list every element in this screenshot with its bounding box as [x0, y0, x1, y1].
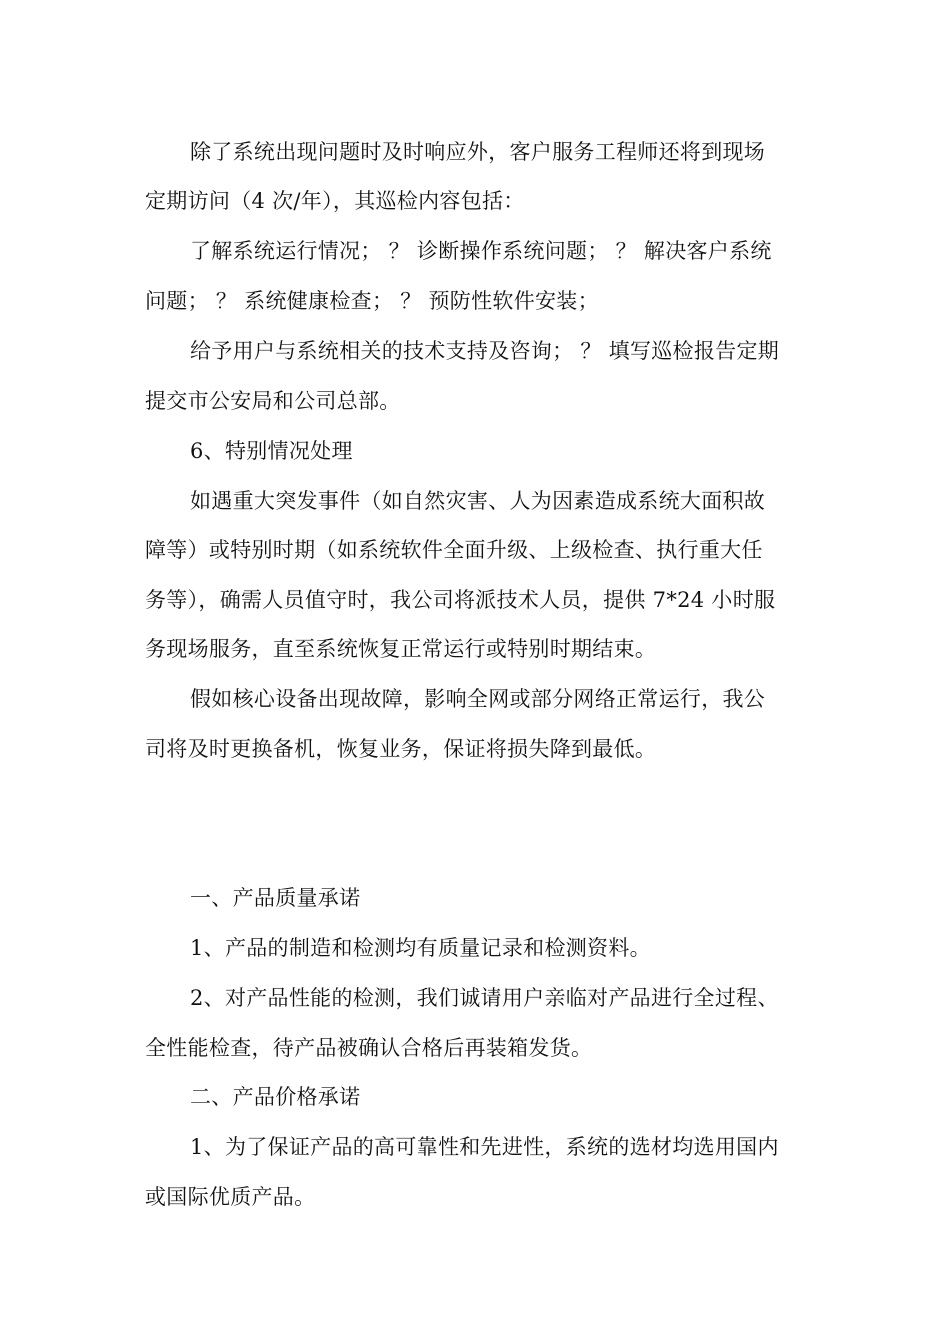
text-line: 提交市公安局和公司总部。: [145, 389, 401, 413]
text-line: 除了系统出现问题时及时响应外，客户服务工程师还将到现场: [190, 140, 766, 164]
text-line: 全性能检查，待产品被确认合格后再装箱发货。: [145, 1036, 593, 1060]
text-line: 了解系统运行情况； ？ 诊断操作系统问题； ？ 解决客户系统: [190, 239, 772, 263]
text-line: 或国际优质产品。: [145, 1185, 316, 1209]
section-heading: 6、特别情况处理: [190, 439, 353, 463]
text-line: 给予用户与系统相关的技术支持及咨询； ？ 填写巡检报告定期: [190, 339, 780, 363]
text-line: 1、为了保证产品的高可靠性和先进性，系统的选材均选用国内: [190, 1135, 779, 1159]
text-line: 司将及时更换备机，恢复业务，保证将损失降到最低。: [145, 737, 657, 761]
text-line: 障等）或特别时期（如系统软件全面升级、上级检查、执行重大任: [145, 538, 763, 562]
text-line: 务等），确需人员值守时，我公司将派技术人员，提供 7*24 小时服: [145, 588, 776, 612]
text-line: 1、产品的制造和检测均有质量记录和检测资料。: [190, 936, 651, 960]
text-line: 定期访问（4 次/年），其巡检内容包括：: [145, 189, 525, 213]
text-line: 假如核心设备出现故障，影响全网或部分网络正常运行，我公: [190, 687, 766, 711]
section-heading: 二、产品价格承诺: [190, 1085, 361, 1109]
text-line: 问题； ？ 系统健康检查； ？ 预防性软件安装；: [145, 289, 599, 313]
text-line: 如遇重大突发事件（如自然灾害、人为因素造成系统大面积故: [190, 489, 766, 513]
text-line: 2、对产品性能的检测，我们诚请用户亲临对产品进行全过程、: [190, 986, 779, 1010]
section-heading: 一、产品质量承诺: [190, 886, 361, 910]
text-line: 务现场服务，直至系统恢复正常运行或特别时期结束。: [145, 637, 657, 661]
